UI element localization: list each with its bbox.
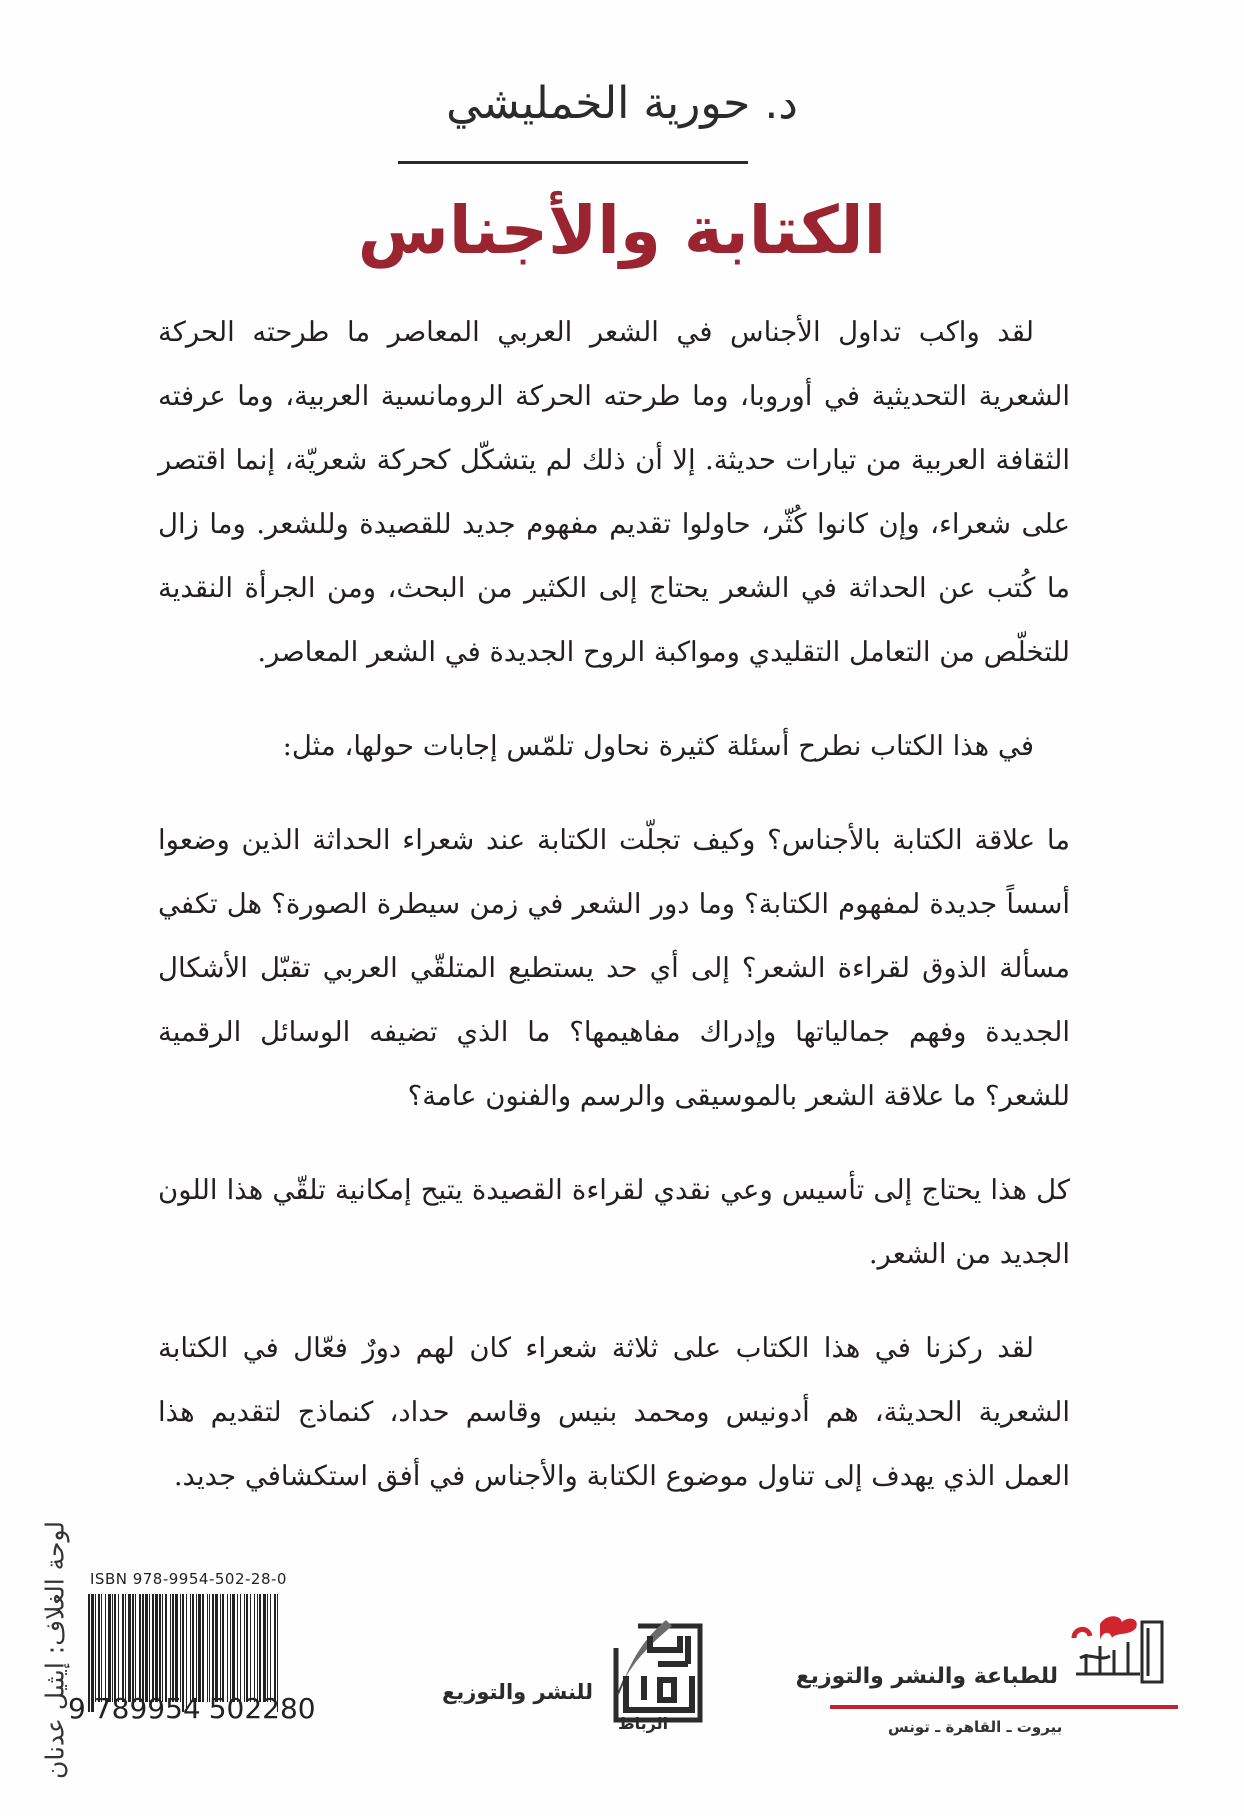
barcode-digit-group: 502280 [208, 1692, 316, 1725]
barcode-bar [145, 1594, 148, 1702]
barcode-bar [118, 1594, 119, 1702]
barcode-number [68, 1692, 316, 1725]
barcode-bar [250, 1594, 251, 1702]
author-divider [398, 161, 748, 164]
barcode-bar [270, 1594, 271, 1702]
barcode-bar [162, 1594, 163, 1702]
barcode-bar [196, 1594, 197, 1702]
barcode-bar [112, 1594, 113, 1702]
barcode-bar [220, 1594, 221, 1702]
al-tanweer-divider [830, 1705, 1178, 1709]
barcode-bar [257, 1594, 258, 1702]
barcode-bar [105, 1594, 106, 1702]
barcode-bar [267, 1594, 268, 1702]
barcode-bar [128, 1594, 131, 1702]
barcode-bar [98, 1594, 100, 1702]
dar-al-aman-city: الرباط [618, 1714, 669, 1733]
barcode-bar [149, 1594, 150, 1702]
barcode-bar [170, 1594, 171, 1702]
barcode-bar [152, 1594, 154, 1702]
al-tanweer-tagline: للطباعة والنشر والتوزيع [795, 1664, 1058, 1689]
barcode-bar [132, 1594, 134, 1702]
barcode-bar [209, 1594, 210, 1702]
barcode-bar [114, 1594, 116, 1702]
barcode-bar [135, 1594, 136, 1702]
barcode-bar [180, 1594, 181, 1702]
al-tanweer-cities: بيروت ـ القاهرة ـ تونس [888, 1718, 1063, 1736]
blurb-paragraph: ما علاقة الكتابة بالأجناس؟ وكيف تجلّت الكتابة عند شعراء الحداثة الذين وضعوا أسساً جديدة لمفهوم الكتابة؟ وما دور الشعر في زمن سيطرة الصورة؟ هل تكفي مسألة الذوق لقراءة الشعر؟ إلى أي حد يستطيع المتلقّي العربي تقبّل الأشكال الجديدة وفهم جمالياتها وإدراك مفاهيمها؟ ما الذي تضيفه الوسائل الرقمية للشعر؟ ما علاقة الشعر بالموسيقى والرسم والفنون عامة؟ [158, 824, 1070, 1112]
barcode-bar [95, 1594, 96, 1702]
cover-art-credit-text: لوحة الغلاف: إيثيل عدنان [40, 1520, 70, 1780]
barcode-bar [227, 1594, 228, 1702]
book-title: الكتابة والأجناس [357, 192, 887, 269]
barcode-bar [240, 1594, 241, 1702]
barcode-digit-prefix: 9 [68, 1692, 86, 1725]
barcode-bar [101, 1594, 102, 1702]
barcode-bar [212, 1594, 214, 1702]
barcode-bar [108, 1594, 111, 1702]
barcode-bar [122, 1594, 124, 1702]
barcode-bar [142, 1594, 144, 1702]
barcode-bar [172, 1594, 174, 1702]
al-tanweer-logo-icon [1056, 1614, 1166, 1684]
barcode-bar [139, 1594, 141, 1702]
barcode-bar [125, 1594, 126, 1702]
barcode-bar [159, 1594, 161, 1702]
dar-al-aman-tagline: للنشر والتوزيع [442, 1680, 593, 1704]
blurb-paragraph: في هذا الكتاب نطرح أسئلة كثيرة نحاول تلمّس إجابات حولها، مثل: [282, 730, 1034, 762]
blurb-paragraph: لقد واكب تداول الأجناس في الشعر العربي المعاصر ما طرحته الحركة الشعرية التحديثية في أوروبا، وما طرحته الحركة الرومانسية العربية، وما عرفته الثقافة العربية من تيارات حديثة. إلا أن ذلك لم يتشكّل كحركة شعريّة، إنما اقتصر على شعراء، وإن كانوا كُثّر، حاولوا تقديم مفهوم جديد للقصيدة وللشعر. وما زال ما كُتب عن الحداثة في الشعر يحتاج إلى الكثير من البحث، ومن الجرأة النقدية للتخلّص من التعامل التقليدي ومواكبة الروح الجديدة في الشعر المعاصر. [158, 316, 1070, 668]
barcode-bar [263, 1594, 266, 1702]
barcode-bar [155, 1594, 158, 1702]
barcode-bar [198, 1594, 201, 1702]
barcode-bar [244, 1594, 245, 1702]
blurb [158, 300, 1070, 1538]
barcode-digit-group: 789954 [93, 1692, 201, 1725]
barcode-bar [190, 1594, 191, 1702]
barcode-bar [259, 1594, 261, 1702]
barcode-bar [175, 1594, 178, 1702]
barcode-bar [207, 1594, 208, 1702]
barcode-bar [254, 1594, 255, 1702]
barcode-bar [232, 1594, 235, 1702]
barcode-bar [165, 1594, 167, 1702]
barcode-bar [246, 1594, 248, 1702]
barcode-bar [222, 1594, 224, 1702]
publisher-logo-dar-al-aman [440, 1600, 730, 1750]
barcode-bar [274, 1594, 276, 1702]
cover-art-credit [20, 1500, 90, 1800]
blurb-paragraph: لقد ركزنا في هذا الكتاب على ثلاثة شعراء كان لهم دورٌ فعّال في الكتابة الشعرية الحديثة، هم أدونيس ومحمد بنيس وقاسم حداد، كنماذج لتقديم هذا العمل الذي يهدف إلى تناول موضوع الكتابة والأجناس في أفق استكشافي جديد. [158, 1332, 1070, 1492]
isbn-barcode-block [68, 1570, 316, 1740]
barcode-bar [215, 1594, 218, 1702]
isbn-label: ISBN 978-9954-502-28-0 [90, 1570, 287, 1588]
barcode-bar [230, 1594, 231, 1702]
blurb-paragraph: كل هذا يحتاج إلى تأسيس وعي نقدي لقراءة القصيدة يتيح إمكانية تلقّي هذا اللون الجديد من الشعر. [158, 1174, 1070, 1270]
publisher-logo-al-tanweer [795, 1600, 1178, 1760]
author-name: د. حورية الخمليشي [446, 78, 798, 129]
barcode-bar [202, 1594, 204, 1702]
barcode-bar [192, 1594, 194, 1702]
barcode-bar [237, 1594, 238, 1702]
